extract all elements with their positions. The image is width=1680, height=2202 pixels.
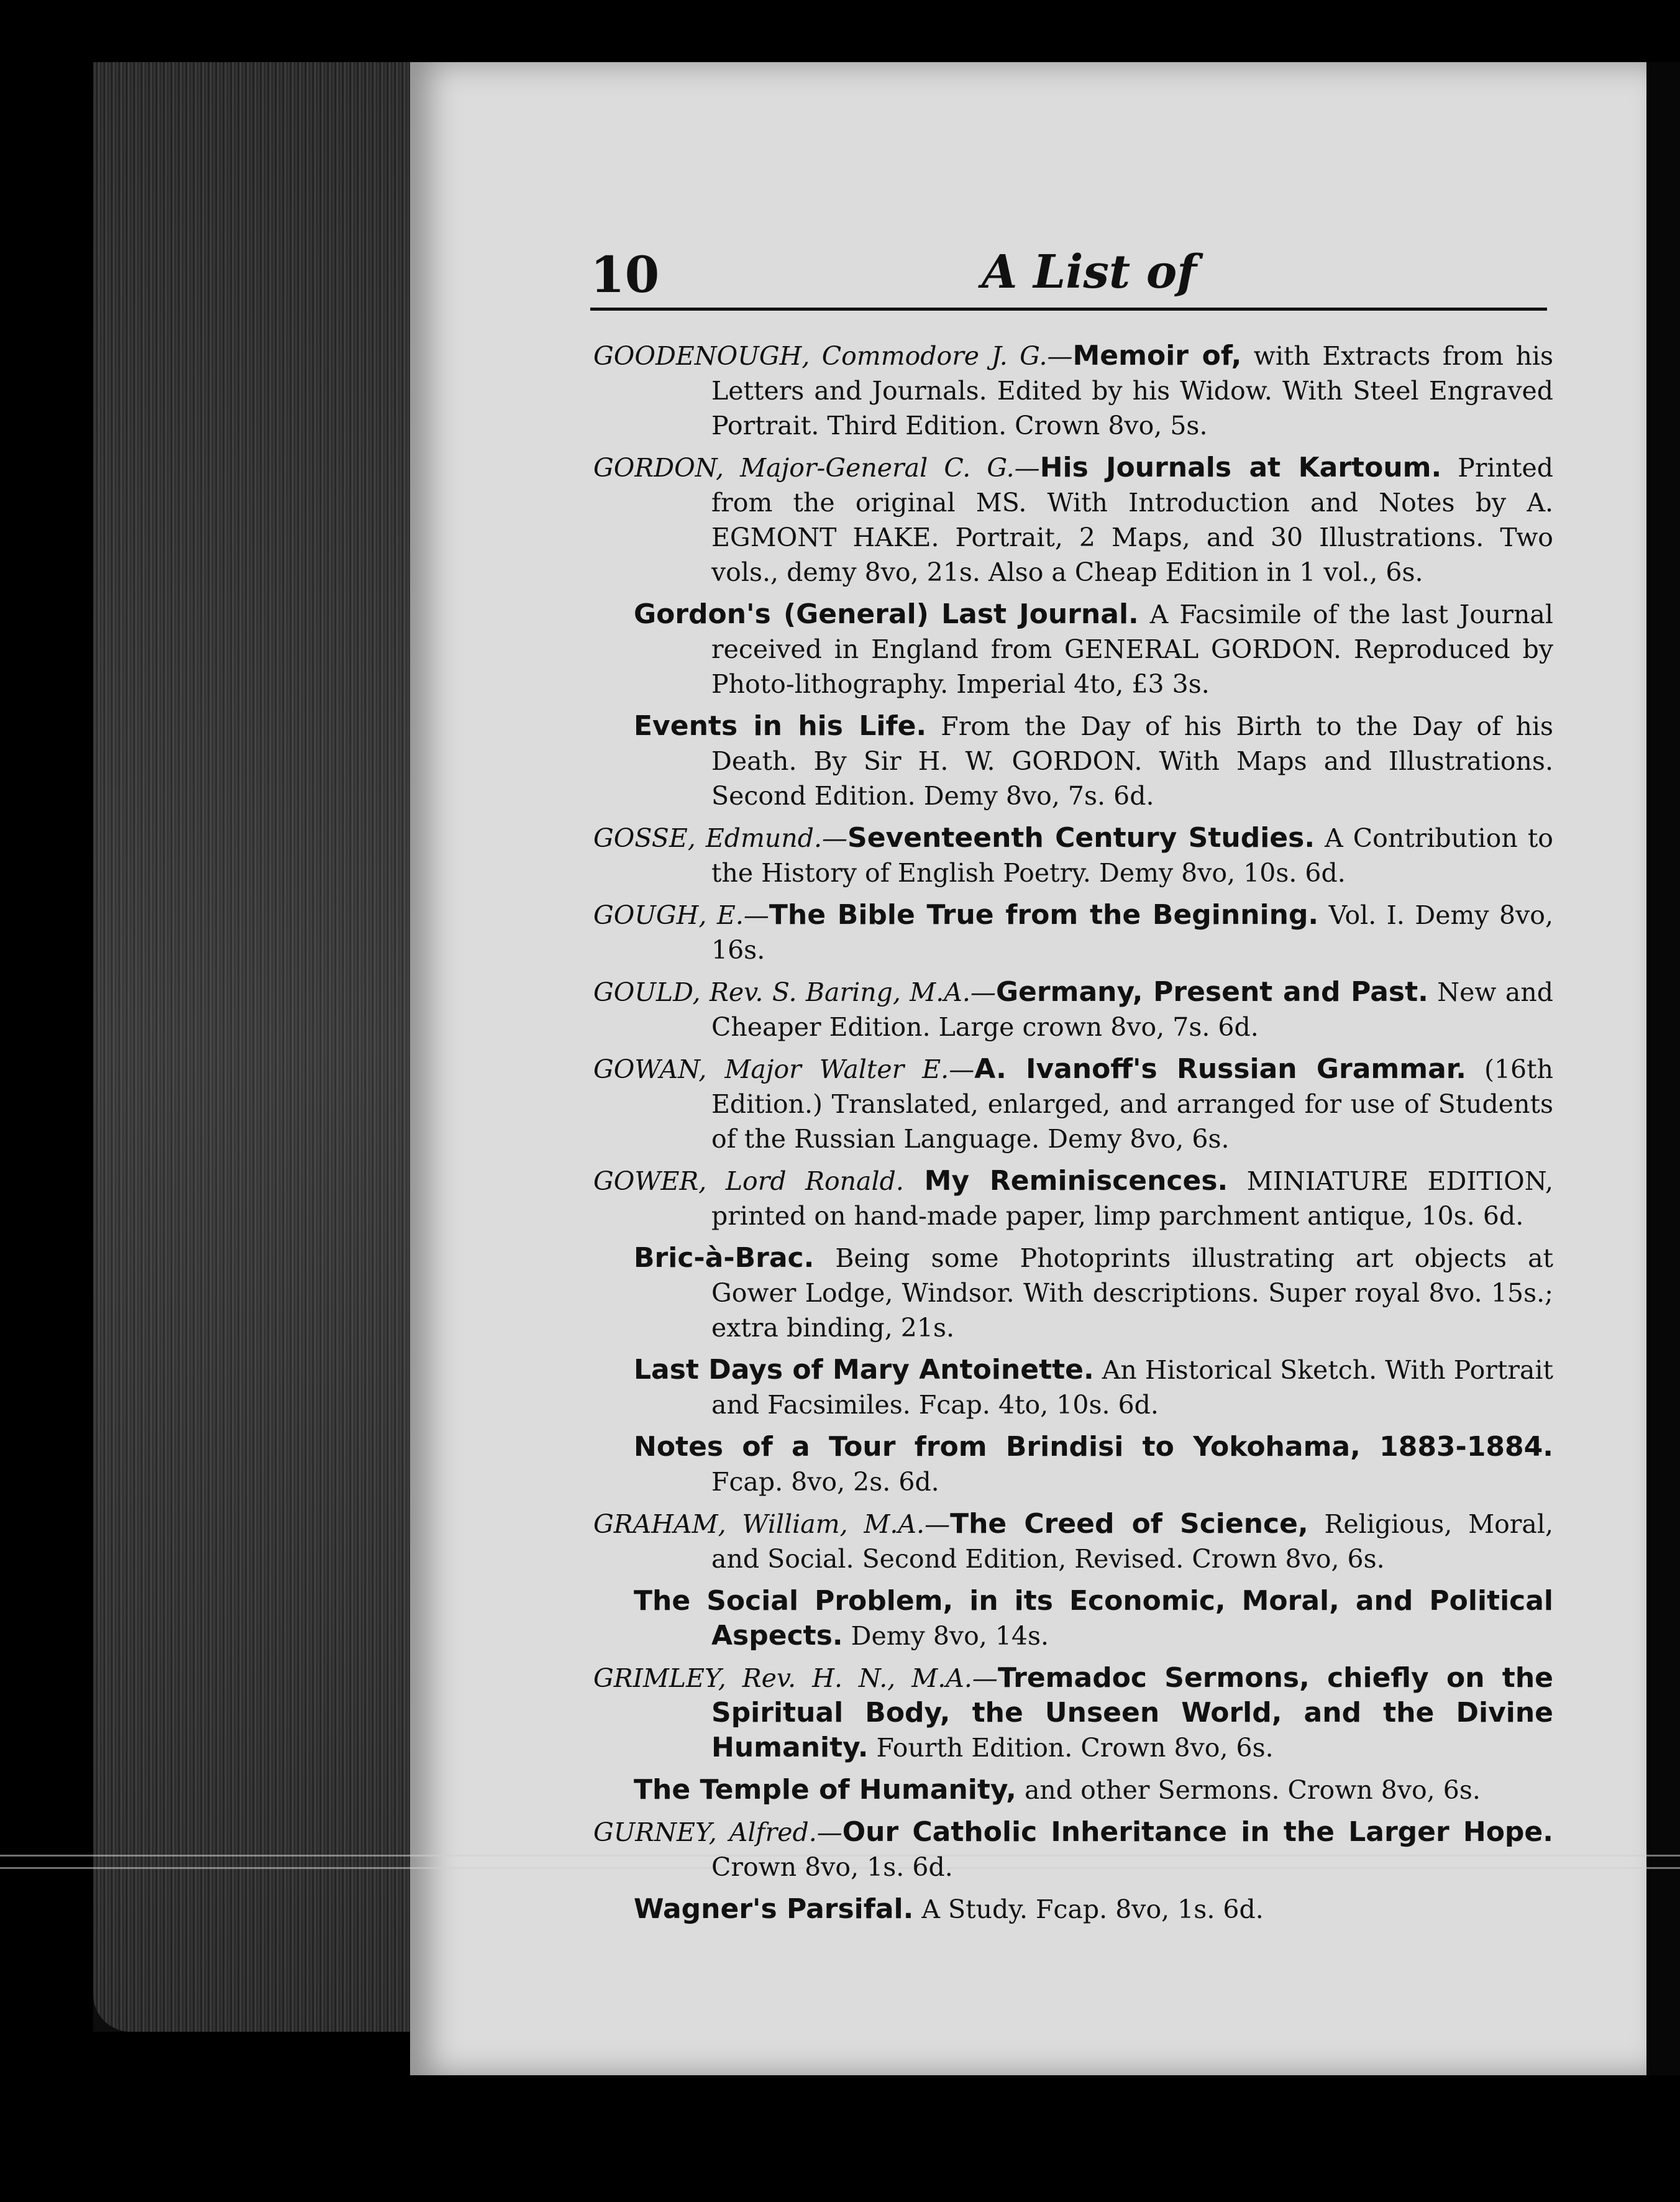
entry-author: GOWER, Lord Ronald. [593,1166,904,1196]
entry-title: Memoir of, [1072,340,1242,372]
entry-author: GRAHAM, William, M.A.— [593,1509,951,1539]
entry-title: Seventeenth Century Studies. [847,822,1315,854]
entry-details: From the Day of his Birth to the Day of his Death. By Sir H. W. GORDON. With Maps and Illustrations. Second Edition. Demy 8vo, 7s. 6d. [711,711,1554,811]
catalogue-entry [593,1815,1553,1884]
entry-details: (16th Edition.) Translated, enlarged, and arranged for use of Students of the Russian Language. Demy 8vo, 6s. [711,1054,1553,1154]
entry-title: A. Ivanoff's Russian Grammar. [974,1053,1466,1085]
page-number: 10 [590,245,660,304]
catalogue-entry [593,709,1553,813]
page-header [590,245,1547,308]
catalogue-entry [593,1241,1553,1345]
catalogue-entry [593,339,1553,443]
catalogue-entry [593,1430,1553,1499]
running-title: A List of [982,245,1197,299]
entry-details: A Study. Fcap. 8vo, 1s. 6d. [913,1894,1264,1924]
catalogue-entry [593,1507,1553,1576]
entry-title: The Creed of Science, [950,1508,1308,1540]
entry-details: A Contribution to the History of English Poetry. Demy 8vo, 10s. 6d. [711,823,1553,888]
catalogue-entry [593,975,1553,1044]
catalogue-entry [593,1052,1553,1156]
catalogue-entry [593,1773,1553,1807]
catalogue-entry [593,450,1553,590]
entry-details: and other Sermons. Crown 8vo, 6s. [1016,1775,1481,1805]
entry-title: Germany, Present and Past. [995,976,1428,1008]
entry-title: Our Catholic Inheritance in the Larger Hope. [842,1816,1553,1848]
catalogue-entry [593,1353,1553,1422]
entry-author: GOWAN, Major Walter E.— [593,1054,975,1084]
entry-details: A Facsimile of the last Journal received in England from GENERAL GORDON. Reproduced by Photo-lithography. Imperial 4to, £3 3s. [711,600,1553,699]
entry-author: GORDON, Major-General C. G.— [593,453,1040,483]
entry-title: The Temple of Humanity, [634,1774,1016,1806]
scan-border [1646,62,1680,2075]
entry-author: GOULD, Rev. S. Baring, M.A.— [593,977,996,1007]
entry-author: GURNEY, Alfred.— [593,1817,842,1847]
entry-details: Printed from the original MS. With Introduction and Notes by A. EGMONT HAKE. Portrait, 2 Maps, and 30 Illustrations. Two vols., demy 8vo, 21s. Also a Cheap Edition in 1 vol., 6s. [711,453,1553,587]
entry-author: GOODENOUGH, Commodore J. G.— [593,341,1073,371]
entry-title: The Social Problem, in its Economic, Moral, and Political Aspects. [634,1585,1553,1652]
entry-title: Wagner's Parsifal. [634,1893,914,1925]
header-rule [590,308,1547,311]
entry-details: New and Cheaper Edition. Large crown 8vo, 7s. 6d. [711,977,1553,1042]
entry-details: Demy 8vo, 14s. [842,1621,1049,1651]
entry-details: Being some Photoprints illustrating art objects at Gower Lodge, Windsor. With descriptions. Super royal 8vo. 15s.; extra binding, 21s. [711,1243,1553,1343]
entry-details: Fourth Edition. Crown 8vo, 6s. [868,1733,1274,1763]
entry-author: GRIMLEY, Rev. H. N., M.A.— [593,1663,998,1693]
entry-details: Crown 8vo, 1s. 6d. [711,1852,953,1882]
catalogue-entry [593,898,1553,967]
entry-details: Vol. I. Demy 8vo, 16s. [711,900,1553,965]
entry-details: An Historical Sketch. With Portrait and Facsimiles. Fcap. 4to, 10s. 6d. [711,1355,1553,1420]
entry-title: Notes of a Tour from Brindisi to Yokohama, 1883-1884. [634,1431,1553,1463]
entry-title: My Reminiscences. [903,1165,1228,1197]
entry-details: Fcap. 8vo, 2s. 6d. [711,1467,939,1497]
entry-details: MINIATURE EDITION, printed on hand-made paper, limp parchment antique, 10s. 6d. [711,1166,1553,1231]
catalogue-entry [593,597,1553,701]
catalogue-entries [593,339,1553,1934]
book-page-edges [93,62,416,2032]
entry-title: Gordon's (General) Last Journal. [634,598,1139,630]
catalogue-entry [593,821,1553,890]
catalogue-entry [593,1661,1553,1765]
catalogue-entry [593,1164,1553,1233]
entry-title: His Journals at Kartoum. [1039,452,1442,483]
entry-author: GOUGH, E.— [593,900,769,930]
entry-title: Tremadoc Sermons, chiefly on the Spiritual Body, the Unseen World, and the Divine Humanity. [711,1662,1553,1763]
entry-title: The Bible True from the Beginning. [769,899,1319,931]
entry-title: Last Days of Mary Antoinette. [634,1354,1094,1386]
entry-title: Bric-à-Brac. [634,1242,815,1274]
entry-details: Religious, Moral, and Social. Second Edition, Revised. Crown 8vo, 6s. [711,1509,1553,1574]
catalogue-entry [593,1892,1553,1927]
entry-author: GOSSE, Edmund.— [593,823,847,853]
entry-title: Events in his Life. [634,710,927,742]
entry-details: with Extracts from his Letters and Journals. Edited by his Widow. With Steel Engraved Portrait. Third Edition. Crown 8vo, 5s. [711,341,1554,441]
catalogue-entry [593,1584,1553,1653]
